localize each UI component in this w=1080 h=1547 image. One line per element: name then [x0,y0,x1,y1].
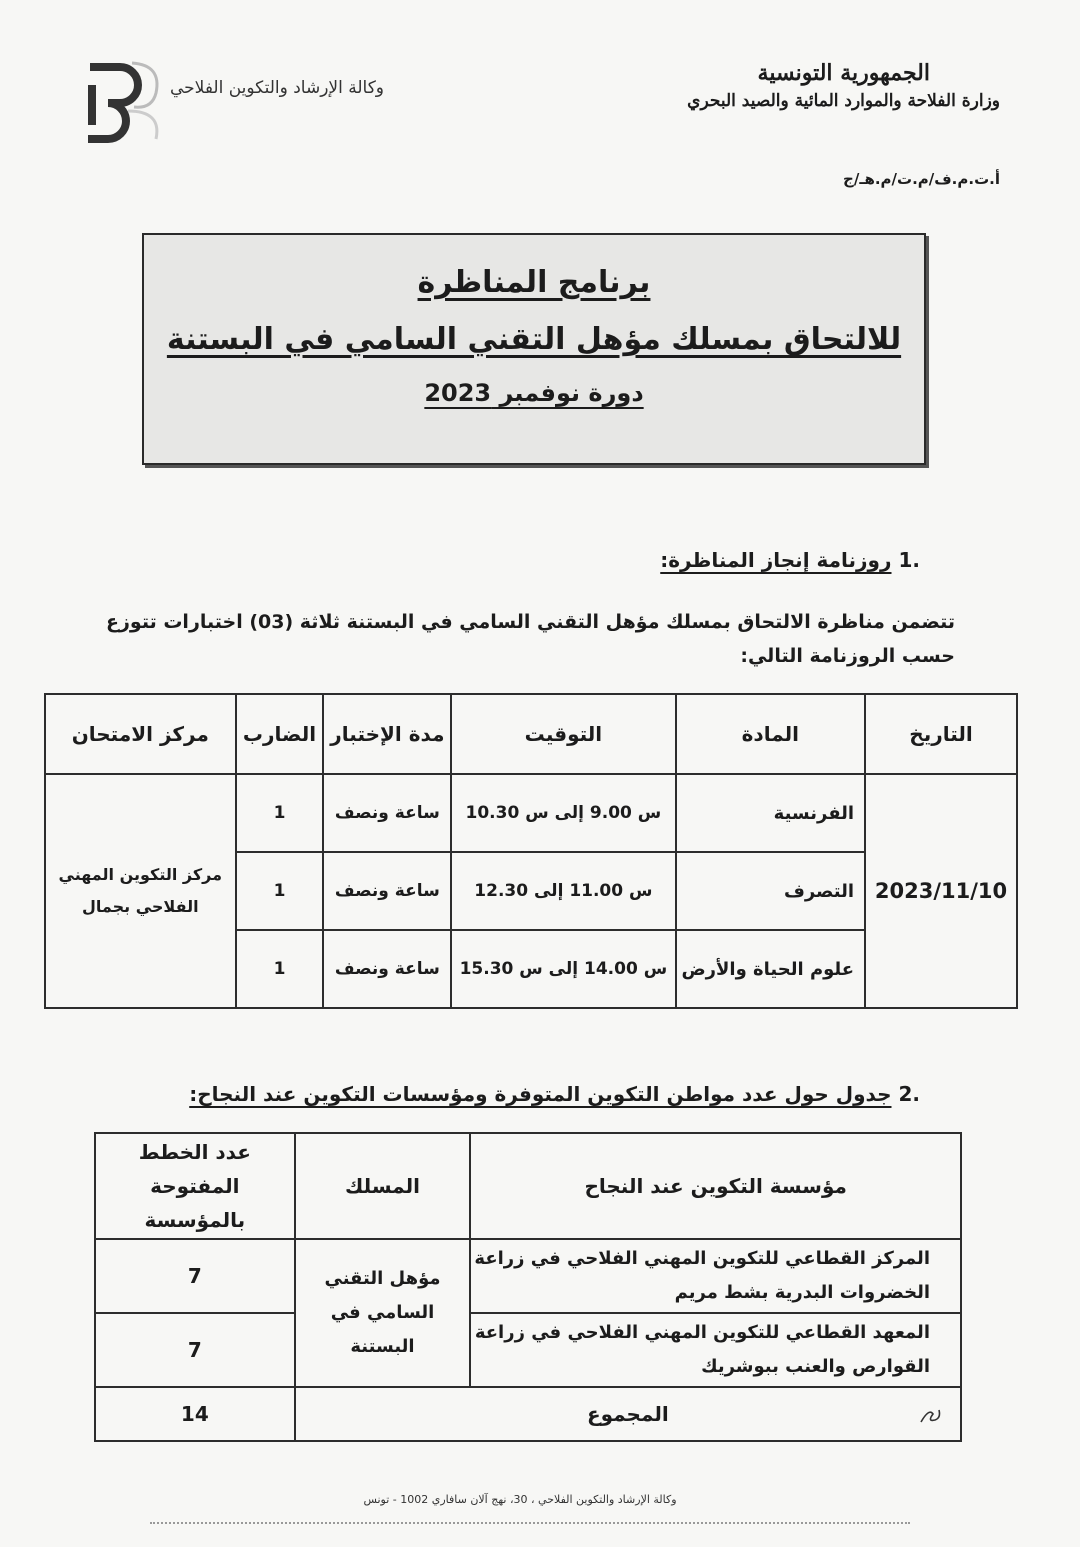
section-1-label: روزنامة إنجاز المناظرة: [660,548,892,572]
header-duration: مدة الإختبار [323,694,451,774]
header-time: التوقيت [451,694,675,774]
time-cell: س 14.00 إلى س 15.30 [451,930,675,1008]
time-cell: س 11.00 إلى 12.30 [451,852,675,930]
exam-center-line-1: مركز التكوين المهني [58,865,223,884]
section-2-number: .2 [898,1082,920,1106]
exam-center-line-2: الفلاحي بجمال [81,897,199,916]
total-label: المجموع [295,1387,961,1441]
reference-code: أ.ت.م.ف/م.ت/م.هـ/ج [843,170,1000,188]
table-row [45,774,1017,852]
section-1-text: تتضمن مناظرة الالتحاق بمسلك مؤهل التقني السامي في البستنة ثلاثة (03) اختبارات تتوزع حسب الروزنامة التالي: [106,611,955,667]
exam-date: 2023/11/10 [865,774,1017,1008]
subject-cell: الفرنسية [676,774,866,852]
subject-cell: التصرف [676,852,866,930]
schedule-table [44,693,1018,1009]
exam-center [45,774,236,1008]
ministry-header [620,58,1000,114]
table-header-row [95,1133,961,1239]
header-track: المسلك [295,1133,471,1239]
institution-line-2: الخضروات البدرية بشط مريم [674,1282,930,1303]
title-box [142,233,926,465]
footer-divider [150,1522,910,1524]
track-line-2: السامي في [330,1302,435,1323]
time-cell: س 9.00 إلى س 10.30 [451,774,675,852]
duration-cell: ساعة ونصف [323,930,451,1008]
table-header-row [45,694,1017,774]
header-subject: المادة [676,694,866,774]
coef-cell: 1 [236,852,324,930]
footer-address: وكالة الإرشاد والتكوين الفلاحي ، 30، نهج آلان سافاري 1002 - تونس [363,1493,677,1506]
section-2-label: جدول حول عدد مواطن التكوين المتوفرة ومؤسسات التكوين عند النجاح: [189,1082,892,1106]
section-2-heading [189,1082,920,1106]
coef-cell: 1 [236,774,324,852]
republic-name: الجمهورية التونسية [757,60,930,86]
track-line-3: البستنة [350,1336,415,1357]
track-line-1: مؤهل التقني [324,1268,441,1289]
table-row [95,1313,961,1387]
duration-cell: ساعة ونصف [323,774,451,852]
seats-cell: 7 [95,1313,295,1387]
ministry-name: وزارة الفلاحة والموارد المائية والصيد البحري [687,91,1000,111]
title-line-2: للالتحاق بمسلك مؤهل التقني السامي في البستنة [166,322,902,357]
total-row [95,1387,961,1441]
track-cell [295,1239,471,1387]
header-date: التاريخ [865,694,1017,774]
seats-cell: 7 [95,1239,295,1313]
institution-line-1: المركز القطاعي للتكوين المهني الفلاحي في زراعة [474,1248,930,1269]
total-value: 14 [95,1387,295,1441]
header-seats [95,1133,295,1239]
header-seats-line-1: عدد الخطط [138,1140,251,1164]
subject-cell: علوم الحياة والأرض [676,930,866,1008]
institution-cell [470,1313,961,1387]
section-1-number: .1 [898,548,920,572]
table-row [95,1239,961,1313]
header-coefficient: الضارب [236,694,324,774]
header-exam-center: مركز الامتحان [45,694,236,774]
signature-mark-icon [915,1402,945,1428]
institution-cell [470,1239,961,1313]
title-line-3: دورة نوفمبر 2023 [424,379,644,407]
agency-logo-icon [70,55,180,145]
duration-cell: ساعة ونصف [323,852,451,930]
section-1-heading [660,548,920,572]
institution-line-1: المعهد القطاعي للتكوين المهني الفلاحي في زراعة [474,1322,930,1343]
header-institution: مؤسسة التكوين عند النجاح [470,1133,961,1239]
coef-cell: 1 [236,930,324,1008]
agency-name: وكالة الإرشاد والتكوين الفلاحي [170,78,385,98]
title-line-1: برنامج المناظرة [417,265,651,300]
header-seats-line-2: المفتوحة بالمؤسسة [144,1174,246,1232]
institution-line-2: القوارص والعنب ببوشريك [701,1356,930,1377]
seats-table [94,1132,962,1442]
